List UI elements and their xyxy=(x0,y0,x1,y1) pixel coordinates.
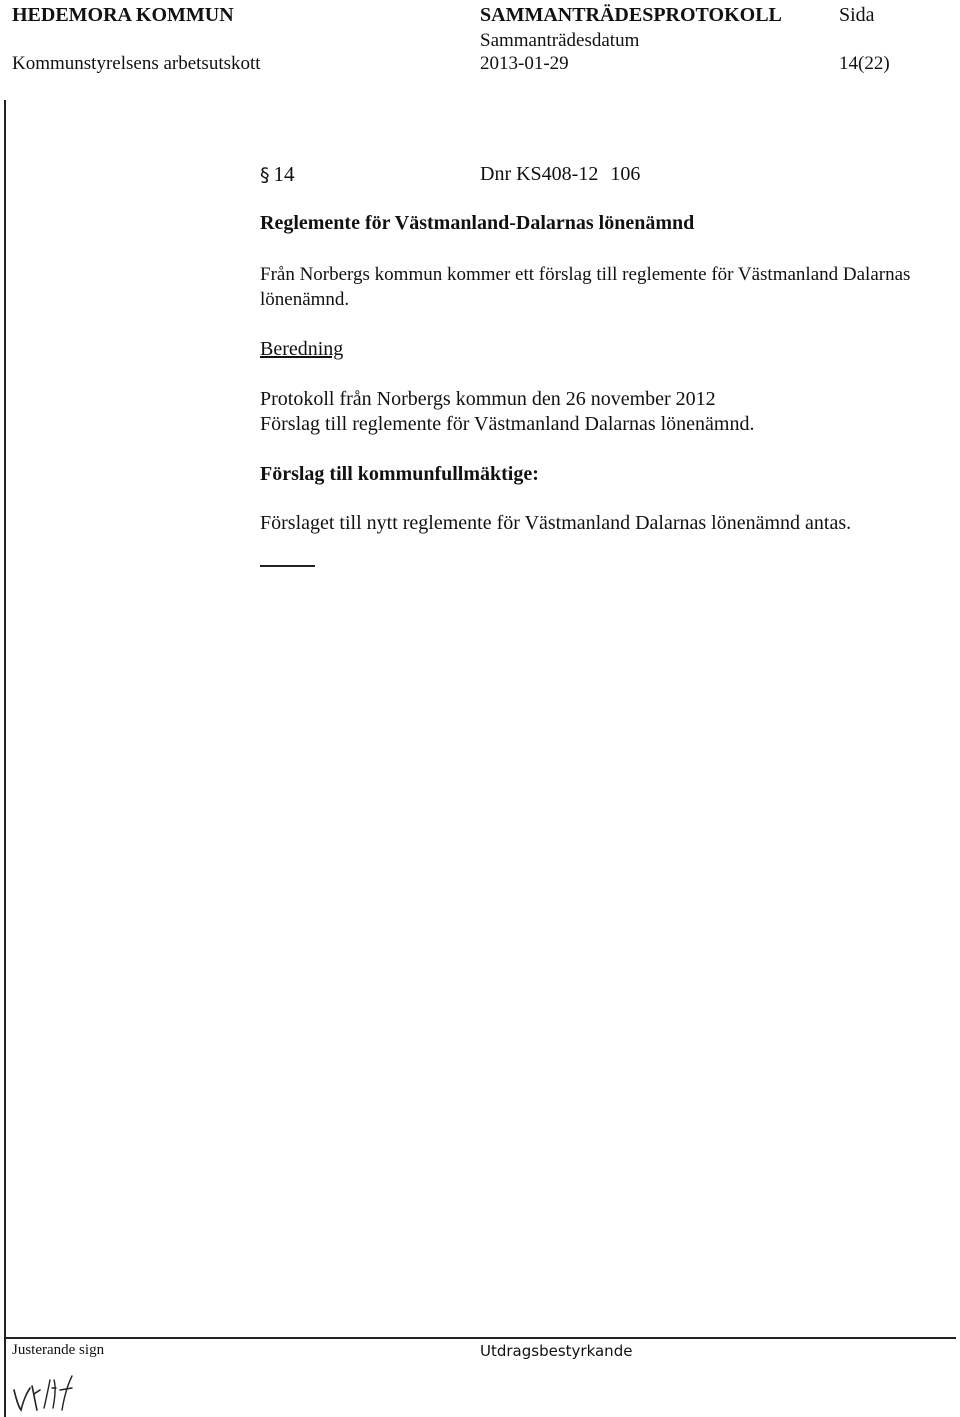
section-sign: § xyxy=(260,164,270,186)
footer-rule xyxy=(6,1337,956,1339)
organization-name: HEDEMORA KOMMUN xyxy=(12,4,234,26)
proposal-text: Förslaget till nytt reglemente för Västmanland Dalarnas lönenämnd antas. xyxy=(260,512,852,534)
dnr-code: 106 xyxy=(610,163,641,185)
section-number-value: 14 xyxy=(273,162,295,186)
end-rule xyxy=(260,565,315,567)
page-label: Sida xyxy=(839,4,875,26)
handwritten-initials-signature xyxy=(10,1368,80,1414)
beredning-line: Förslag till reglemente för Västmanland Dalarnas lönenämnd. xyxy=(260,413,755,435)
section-number xyxy=(260,162,295,187)
beredning-heading: Beredning xyxy=(260,338,344,360)
dnr-label: Dnr KS408-12 xyxy=(480,163,599,185)
item-title: Reglemente för Västmanland-Dalarnas lönenämnd xyxy=(260,212,695,234)
signature-label: Justerande sign xyxy=(12,1342,105,1358)
board-name: Kommunstyrelsens arbetsutskott xyxy=(12,53,261,74)
page-number: 14(22) xyxy=(839,53,890,74)
document-type: SAMMANTRÄDESPROTOKOLL xyxy=(480,4,782,26)
certification-label: Utdragsbestyrkande xyxy=(480,1342,633,1360)
diary-number xyxy=(480,163,640,186)
item-description: Från Norbergs kommun kommer ett förslag till reglemente för Västmanland Dalarnas lönenämnd. xyxy=(260,264,911,310)
left-margin-rule xyxy=(4,100,6,1417)
proposal-heading: Förslag till kommunfullmäktige: xyxy=(260,463,539,485)
meeting-date: 2013-01-29 xyxy=(480,53,569,74)
beredning-line: Protokoll från Norbergs kommun den 26 november 2012 xyxy=(260,388,716,410)
meeting-date-label: Sammanträdesdatum xyxy=(480,30,640,51)
